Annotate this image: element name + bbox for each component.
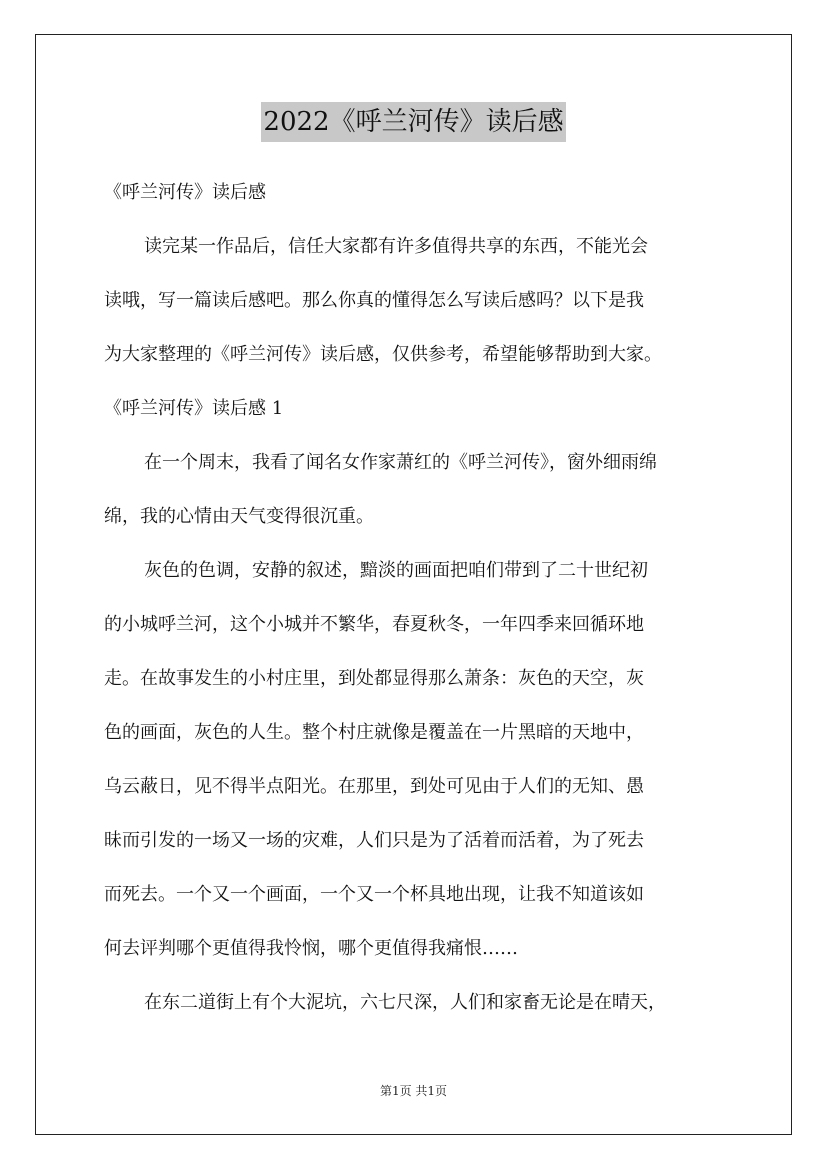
paragraph-line: 《呼兰河传》读后感	[104, 182, 266, 203]
paragraph-line: 为大家整理的《呼兰河传》读后感，仅供参考，希望能够帮助到大家。	[104, 344, 662, 365]
paragraph-line: 色的画面，灰色的人生。整个村庄就像是覆盖在一片黑暗的天地中，	[104, 722, 644, 743]
paragraph-line: 在东二道街上有个大泥坑，六七尺深，人们和家畜无论是在晴天，	[144, 992, 666, 1013]
title-container	[0, 102, 827, 142]
paragraph-line: 在一个周末，我看了闻名女作家萧红的《呼兰河传》，窗外细雨绵	[144, 452, 657, 473]
paragraph-line: 昧而引发的一场又一场的灾难，人们只是为了活着而活着，为了死去	[104, 830, 644, 851]
paragraph-line: 读哦，写一篇读后感吧。那么你真的懂得怎么写读后感吗？以下是我	[104, 290, 644, 311]
paragraph-line: 绵，我的心情由天气变得很沉重。	[104, 506, 374, 527]
document-title: 2022《呼兰河传》读后感	[261, 102, 565, 142]
page-footer: 第1页 共1页	[379, 1084, 448, 1098]
paragraph-line: 乌云蔽日，见不得半点阳光。在那里，到处可见由于人们的无知、愚	[104, 776, 644, 797]
paragraph-line: 灰色的色调，安静的叙述，黯淡的画面把咱们带到了二十世纪初	[144, 560, 648, 581]
paragraph-line: 而死去。一个又一个画面，一个又一个杯具地出现，让我不知道该如	[104, 884, 644, 905]
paragraph-line: 何去评判哪个更值得我怜悯，哪个更值得我痛恨……	[104, 938, 518, 959]
paragraph-line: 的小城呼兰河，这个小城并不繁华，春夏秋冬，一年四季来回循环地	[104, 614, 644, 635]
section-heading: 《呼兰河传》读后感 1	[104, 398, 284, 419]
paragraph-line: 读完某一作品后，信任大家都有许多值得共享的东西，不能光会	[144, 236, 648, 257]
paragraph-line: 走。在故事发生的小村庄里，到处都显得那么萧条：灰色的天空，灰	[104, 668, 644, 689]
